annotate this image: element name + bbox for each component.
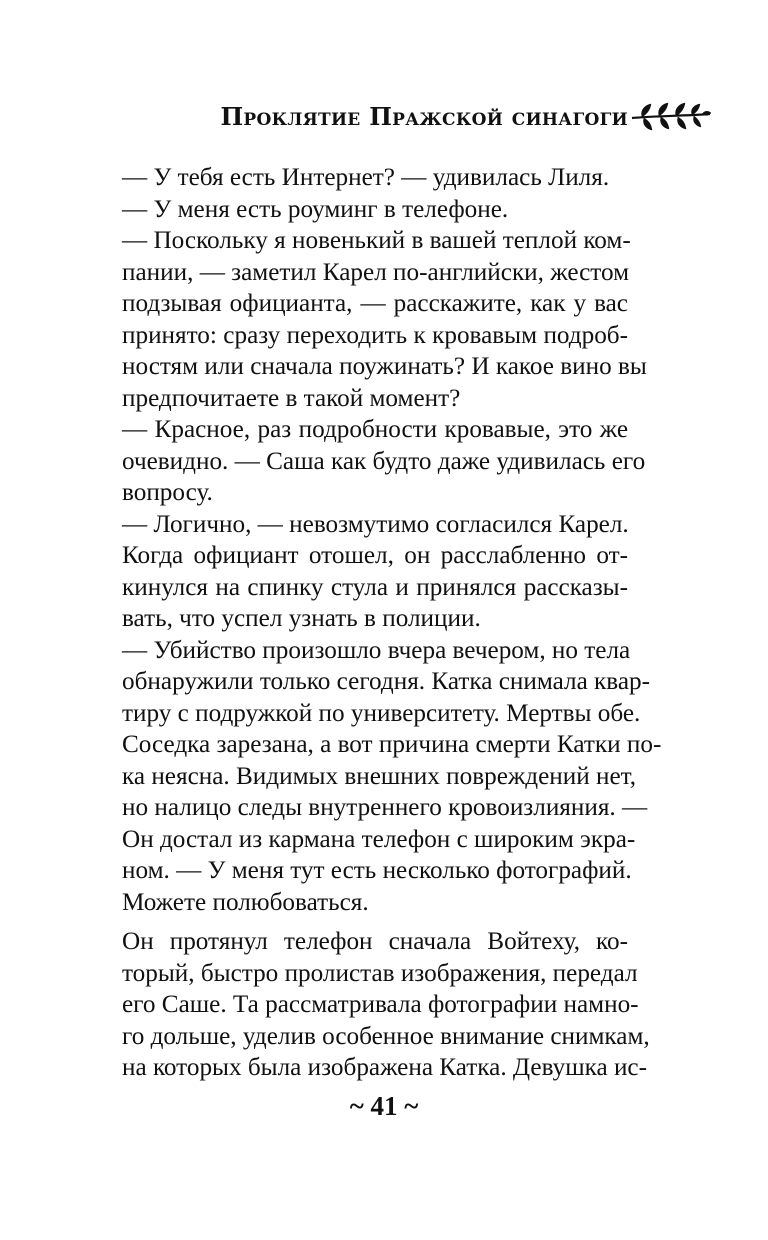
- text-line: го дольше, уделив особенное внимание снимкам,: [122, 1022, 650, 1050]
- running-title: Проклятие Пражской синагоги: [220, 102, 628, 131]
- text-line: Он протянул телефон сначала Войтеху, ко-: [122, 928, 628, 955]
- text-line: — У меня есть роуминг в телефоне.: [122, 195, 509, 223]
- text-line: принято: сразу переходить к кровавым подроб-: [122, 321, 628, 349]
- text-line: вопросу.: [122, 479, 213, 506]
- text-line: пании, — заметил Карел по-английски, жестом: [122, 258, 630, 286]
- body-text: [96, 162, 662, 1084]
- text-line: — Убийство произошло вчера вечером, но тела: [122, 636, 631, 664]
- paragraph: [96, 926, 650, 1084]
- text-line: кинулся на спинку стула и принялся рассказы-: [122, 573, 628, 601]
- text-line: — Поскольку я новенький в вашей теплой ком-: [122, 227, 631, 254]
- text-line: но налицо следы внутреннего кровоизлияния. —: [122, 794, 648, 821]
- text-line: ностям или сначала поужинать? И какое вино вы: [122, 353, 647, 380]
- leaf-sprig-ornament-icon: [630, 102, 712, 132]
- text-line: Соседка зарезана, а вот причина смерти Катки по-: [122, 731, 662, 758]
- text-line: Можете полюбоваться.: [122, 888, 369, 916]
- text-line: на которых была изображена Катка. Девушка ис-: [122, 1054, 647, 1081]
- text-line: его Саше. Та рассматривала фотографии намно-: [122, 991, 639, 1018]
- text-line: подзывая официанта, — расскажите, как у вас: [122, 290, 628, 317]
- text-line: очевидно. — Саша как будто даже удивилась его: [122, 447, 646, 475]
- paragraph: [96, 162, 628, 194]
- paragraph: [96, 225, 647, 414]
- text-line: — Красное, раз подробности кровавые, это же: [122, 416, 628, 443]
- paragraph: [96, 540, 628, 635]
- paragraph: [96, 414, 646, 509]
- text-line: вать, что успел узнать в полиции.: [122, 605, 481, 632]
- text-line: — У тебя есть Интернет? — удивилась Лиля.: [122, 164, 610, 191]
- text-line: обнаружили только сегодня. Катка снимала квар-: [122, 668, 651, 695]
- paragraph: [96, 509, 628, 541]
- text-line: ка неясна. Видимых внешних повреждений нет,: [122, 762, 637, 790]
- text-line: ном. — У меня тут есть несколько фотографий.: [122, 857, 632, 884]
- text-line: Он достал из кармана телефон с широким экра-: [122, 825, 636, 853]
- text-line: Когда официант отошел, он расслабленно от-: [122, 542, 628, 569]
- text-line: предпочитаете в такой момент?: [122, 384, 461, 412]
- text-line: тиру с подружкой по университету. Мертвы обе.: [122, 699, 641, 727]
- paragraph: [96, 635, 662, 919]
- page-number: ~ 41 ~: [349, 1091, 419, 1121]
- paragraph: [96, 194, 628, 226]
- text-line: торый, быстро пролистав изображения, передал: [122, 959, 638, 987]
- text-line: — Логично, — невозмутимо согласился Карел.: [122, 510, 629, 538]
